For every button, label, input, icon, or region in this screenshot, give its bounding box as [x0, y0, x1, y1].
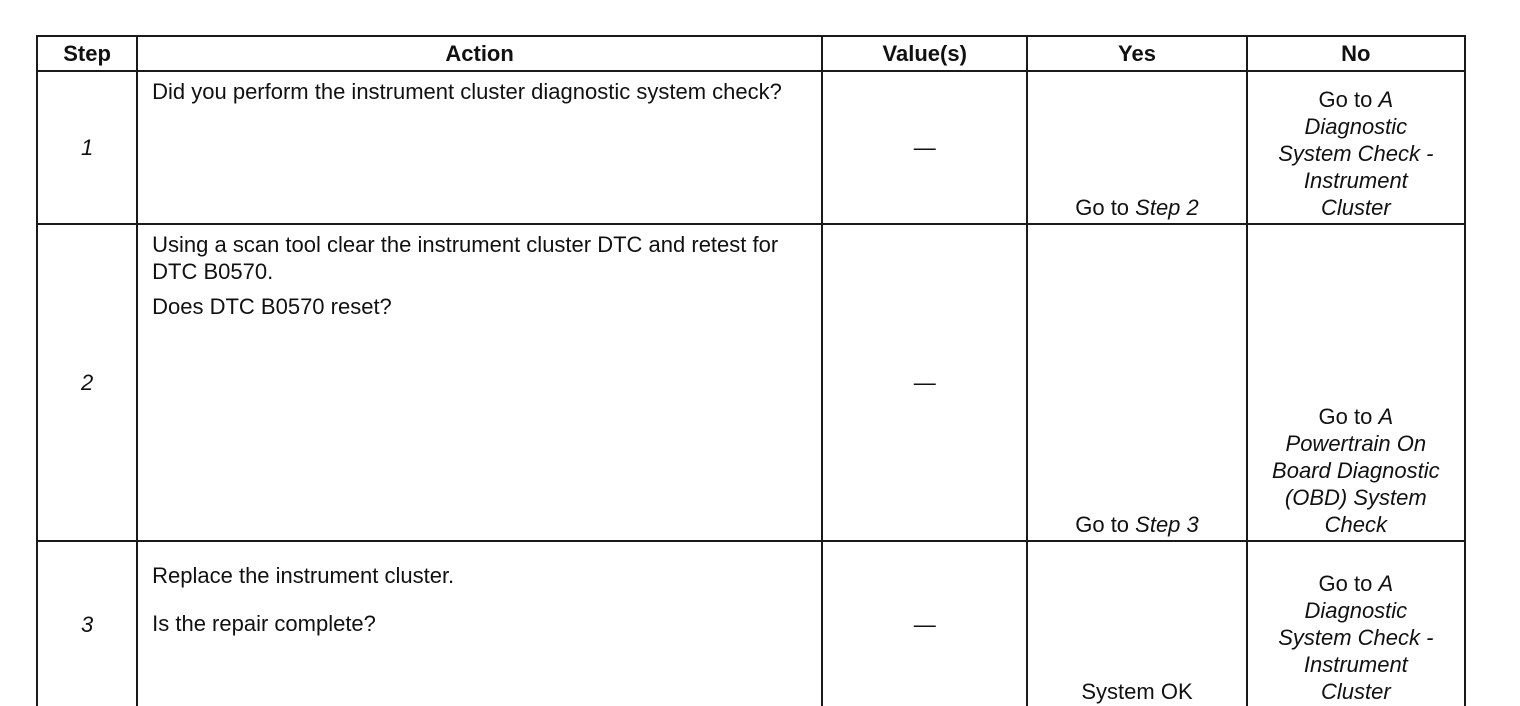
action-text: Replace the instrument cluster. [152, 563, 455, 588]
table-row [37, 71, 1465, 224]
table-row [37, 541, 1465, 706]
no-prefix: Go to [1318, 404, 1379, 429]
step-number: 3 [37, 541, 137, 706]
value-cell [822, 71, 1027, 224]
step-number: 2 [37, 224, 137, 541]
yes-cell [1027, 541, 1246, 706]
no-link[interactable]: Diagnostic [1304, 114, 1408, 139]
value-cell [822, 541, 1027, 706]
value-text: — [913, 612, 936, 637]
yes-link[interactable]: Step 2 [1135, 195, 1199, 220]
action-question: Is the repair complete? [152, 611, 376, 636]
no-prefix: Go to [1318, 87, 1379, 112]
no-link[interactable]: Cluster [1320, 195, 1391, 220]
header-yes: Yes [1027, 36, 1246, 71]
action-cell [137, 541, 822, 706]
action-text: Did you perform the instrument cluster diagnostic system check? [152, 79, 782, 104]
action-text: Using a scan tool clear the instrument cluster DTC and retest for DTC B0570. [152, 232, 779, 284]
header-row [37, 36, 1465, 71]
yes-cell [1027, 71, 1246, 224]
yes-prefix: Go to [1075, 512, 1136, 537]
no-link[interactable]: Diagnostic [1304, 598, 1408, 623]
value-text: — [913, 370, 936, 395]
diagnostic-table [36, 35, 1466, 706]
no-link[interactable]: System Check - [1278, 625, 1434, 650]
header-step: Step [37, 36, 137, 71]
no-link[interactable]: System Check - [1278, 141, 1434, 166]
no-cell [1247, 224, 1465, 541]
header-no: No [1247, 36, 1465, 71]
header-action: Action [137, 36, 822, 71]
no-link[interactable]: Instrument [1303, 168, 1408, 193]
table-row [37, 224, 1465, 541]
yes-cell [1027, 224, 1246, 541]
action-cell [137, 224, 822, 541]
no-link[interactable]: Board Diagnostic [1272, 458, 1440, 483]
yes-prefix: Go to [1075, 195, 1136, 220]
yes-link[interactable]: Step 3 [1135, 512, 1199, 537]
action-cell [137, 71, 822, 224]
no-cell [1247, 541, 1465, 706]
no-link[interactable]: (OBD) System [1284, 485, 1427, 510]
step-number: 1 [37, 71, 137, 224]
no-link[interactable]: A [1378, 87, 1394, 112]
yes-prefix: System OK [1081, 679, 1193, 704]
value-text: — [913, 135, 936, 160]
no-link[interactable]: A [1378, 571, 1394, 596]
no-prefix: Go to [1318, 571, 1379, 596]
no-cell [1247, 71, 1465, 224]
no-link[interactable]: Check [1324, 512, 1387, 537]
no-link[interactable]: Cluster [1320, 679, 1391, 704]
no-link[interactable]: Instrument [1303, 652, 1408, 677]
header-values: Value(s) [822, 36, 1027, 71]
action-question: Does DTC B0570 reset? [152, 294, 392, 319]
no-link[interactable]: A [1378, 404, 1394, 429]
value-cell [822, 224, 1027, 541]
no-link[interactable]: Powertrain On [1285, 431, 1427, 456]
